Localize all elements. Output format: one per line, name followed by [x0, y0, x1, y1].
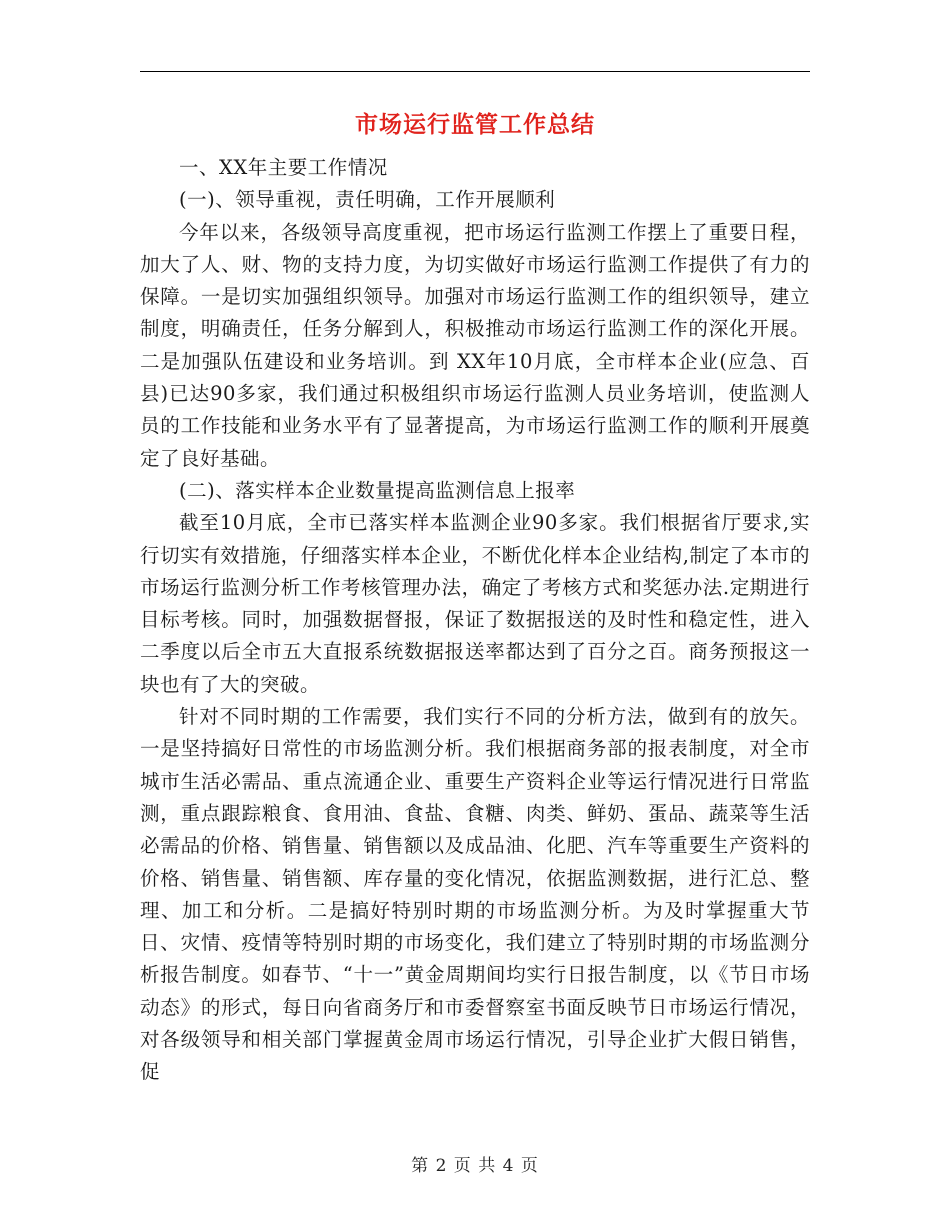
page-number-footer: 第 2 页 共 4 页	[411, 1156, 539, 1176]
body-paragraph: 今年以来，各级领导高度重视，把市场运行监测工作摆上了重要日程，加大了人、财、物的支持力度，为切实做好市场运行监测工作提供了有力的保障。一是切实加强组织领导。加强对市场运行监测工作的组织领导，建立制度，明确责任，任务分解到人，积极推动市场运行监测工作的深化开展。二是加强队伍建设和业务培训。到 XX年10月底，全市样本企业(应急、百县)已达90多家，我们通过积极组织市场运行监测人员业务培训，使监测人员的工作技能和业务水平有了显著提高，为市场运行监测工作的顺利开展奠定了良好基础。	[140, 220, 810, 470]
body-paragraph: 截至10月底，全市已落实样本监测企业90多家。我们根据省厅要求,实行切实有效措施，仔细落实样本企业，不断优化样本企业结构,制定了本市的市场运行监测分析工作考核管理办法，确定了考核方式和奖惩办法.定期进行目标考核。同时，加强数据督报，保证了数据报送的及时性和稳定性，进入二季度以后全市五大直报系统数据报送率都达到了百分之百。商务预报这一块也有了大的突破。	[140, 511, 810, 696]
section-heading: 一、XX年主要工作情况	[179, 156, 388, 179]
subsection-heading: (二)、落实样本企业数量提高监测信息上报率	[179, 478, 576, 502]
subsection-heading: (一)、领导重视，责任明确，工作开展顺利	[179, 188, 556, 212]
header-rule	[140, 71, 810, 72]
document-body	[140, 152, 810, 1089]
document-title: 市场运行监管工作总结	[355, 111, 595, 138]
body-paragraph: 针对不同时期的工作需要，我们实行不同的分析方法，做到有的放矢。一是坚持搞好日常性的市场监测分析。我们根据商务部的报表制度，对全市城市生活必需品、重点流通企业、重要生产资料企业等运行情况进行日常监测，重点跟踪粮食、食用油、食盐、食糖、肉类、鲜奶、蛋品、蔬菜等生活必需品的价格、销售量、销售额以及成品油、化肥、汽车等重要生产资料的价格、销售量、销售额、库存量的变化情况，依据监测数据，进行汇总、整理、加工和分析。二是搞好特别时期的市场监测分析。为及时掌握重大节日、灾情、疫情等特别时期的市场变化，我们建立了特别时期的市场监测分析报告制度。如春节、“十一”黄金周期间均实行日报告制度，以《节日市场动态》的形式，每日向省商务厅和市委督察室书面反映节日市场运行情况，对各级领导和相关部门掌握黄金周市场运行情况，引导企业扩大假日销售，促	[140, 705, 810, 1084]
